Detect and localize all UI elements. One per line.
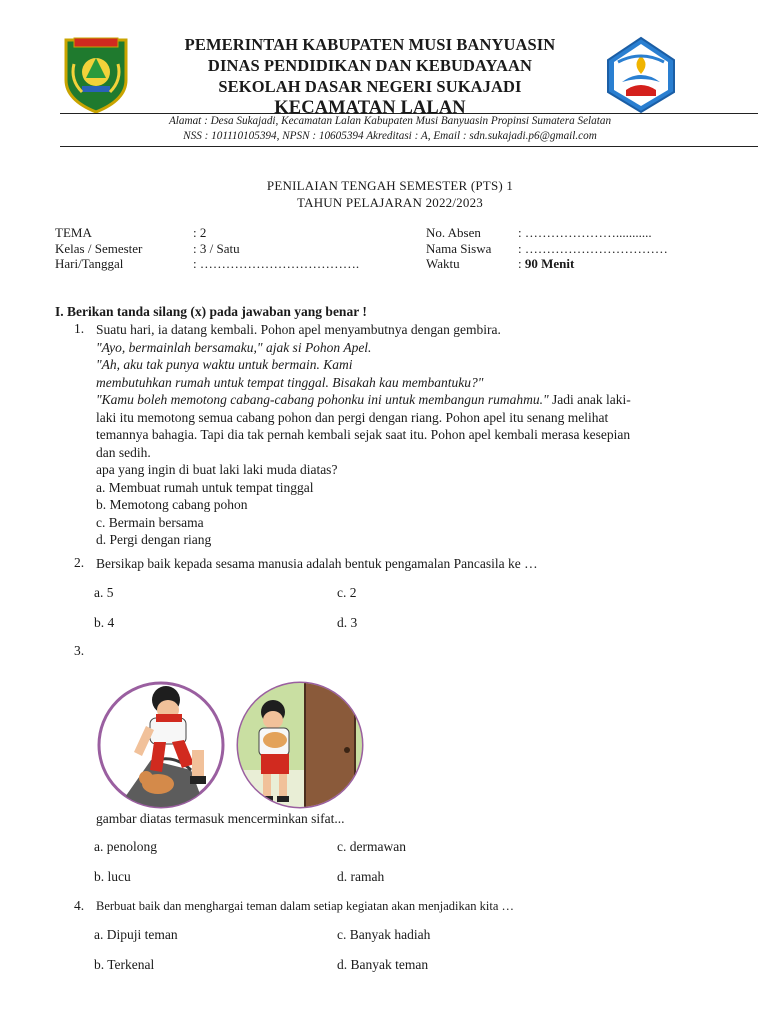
tema-label: TEMA	[55, 225, 92, 240]
q1-quote: "Kamu boleh memotong cabang-cabang pohonku ini untuk membangun rumahmu."	[96, 392, 549, 407]
hari-label: Hari/Tanggal	[55, 256, 124, 271]
q3-option-b[interactable]: b. lucu	[94, 869, 131, 884]
waktu-value: 90 Menit	[524, 256, 575, 271]
boy-holding-cat-door-illustration	[235, 680, 365, 810]
q4-option-a[interactable]: a. Dipuji teman	[94, 927, 178, 942]
q1-question: apa yang ingin di buat laki laki muda diatas?	[96, 462, 338, 477]
student-info-left	[55, 225, 359, 272]
school-address: Alamat : Desa Sukajadi, Kecamatan Lalan Kabupaten Musi Banyuasin Propinsi Sumatera Selatan	[168, 115, 612, 127]
waktu-label: Waktu	[426, 256, 460, 271]
musi-banyuasin-crest-logo	[60, 34, 132, 114]
tut-wuri-handayani-logo	[604, 34, 678, 116]
hari-value: : ……………………………….	[193, 256, 360, 271]
q3-number: 3.	[74, 643, 85, 658]
kelas-value: : 3 / Satu	[193, 240, 240, 256]
letterhead-line3: SEKOLAH DASAR NEGERI SUKAJADI	[218, 77, 522, 96]
q1-line	[96, 391, 736, 409]
q1-number: 1.	[74, 321, 85, 336]
nama-label: Nama Siswa	[426, 240, 492, 256]
q2-question: Bersikap baik kepada sesama manusia adalah bentuk pengamalan Pancasila ke …	[96, 556, 538, 571]
q3-option-d[interactable]: d. ramah	[337, 869, 385, 884]
q3-option-a[interactable]: a. penolong	[94, 839, 157, 854]
q2-number: 2.	[74, 555, 85, 570]
waktu-sep: :	[518, 256, 525, 271]
tema-value: : 2	[193, 225, 207, 240]
q4-option-d[interactable]: d. Banyak teman	[337, 957, 429, 972]
q1-option-c[interactable]: c. Bermain bersama	[96, 514, 204, 530]
q1-line: "Ah, aku tak punya waktu untuk bermain. Kami	[96, 357, 353, 372]
q1-passage	[96, 321, 736, 549]
divider-bottom	[60, 146, 758, 147]
q4-number: 4.	[74, 898, 85, 913]
q1-line: membutuhkan rumah untuk tempat tinggal. Bisakah kau membantuku?"	[96, 374, 484, 390]
nama-value: : ……………………………	[518, 240, 668, 256]
kelas-label: Kelas / Semester	[55, 240, 143, 256]
q4-question: Berbuat baik dan menghargai teman dalam setiap kegiatan akan menjadikan kita …	[96, 899, 515, 913]
divider-top	[60, 113, 758, 114]
student-info-right	[426, 225, 668, 272]
q1-option-d[interactable]: d. Pergi dengan riang	[96, 532, 212, 547]
exam-title: PENILAIAN TENGAH SEMESTER (PTS) 1	[266, 178, 514, 193]
q3-question: gambar diatas termasuk mencerminkan sifat...	[96, 811, 345, 826]
q1-line: "Ayo, bermainlah bersamaku," ajak si Pohon Apel.	[96, 339, 372, 355]
letterhead-line1: PEMERINTAH KABUPATEN MUSI BANYUASIN	[184, 35, 556, 54]
q2-option-c[interactable]: c. 2	[337, 585, 357, 600]
letterhead	[140, 34, 600, 119]
q4-option-b[interactable]: b. Terkenal	[94, 957, 155, 972]
q1-text: Jadi anak laki-	[548, 392, 631, 407]
q1-line: laki itu memotong semua cabang pohon dan pergi dengan riang. Pohon apel itu senang melihat	[96, 409, 609, 425]
section-heading: I. Berikan tanda silang (x) pada jawaban yang benar !	[55, 304, 367, 319]
q1-line: temannya bahagia. Tapi dia tak pernah kembali sejak saat itu. Pohon apel kembali merasa kesepian	[96, 427, 631, 442]
q1-line: Suatu hari, ia datang kembali. Pohon apel menyambutnya dengan gembira.	[96, 322, 501, 337]
q1-option-b[interactable]: b. Memotong cabang pohon	[96, 497, 248, 512]
letterhead-line2: DINAS PENDIDIKAN DAN KEBUDAYAAN	[207, 56, 533, 75]
q3-option-c[interactable]: c. dermawan	[337, 839, 406, 854]
boy-helping-dog-illustration	[96, 680, 226, 810]
q2-option-b[interactable]: b. 4	[94, 615, 115, 630]
absen-label: No. Absen	[426, 225, 481, 240]
school-identifiers: NSS : 101110105394, NPSN : 10605394 Akreditasi : A, Email : sdn.sukajadi.p6@gmail.com	[183, 130, 597, 142]
q2-option-a[interactable]: a. 5	[94, 585, 114, 600]
letterhead-line4: KECAMATAN LALAN	[274, 98, 466, 118]
exam-year: TAHUN PELAJARAN 2022/2023	[297, 195, 483, 210]
absen-value: : …………………...........	[518, 225, 652, 240]
q4-option-c[interactable]: c. Banyak hadiah	[337, 927, 431, 942]
q1-line: dan sedih.	[96, 444, 151, 460]
q1-option-a[interactable]: a. Membuat rumah untuk tempat tinggal	[96, 479, 314, 495]
q2-option-d[interactable]: d. 3	[337, 615, 358, 630]
